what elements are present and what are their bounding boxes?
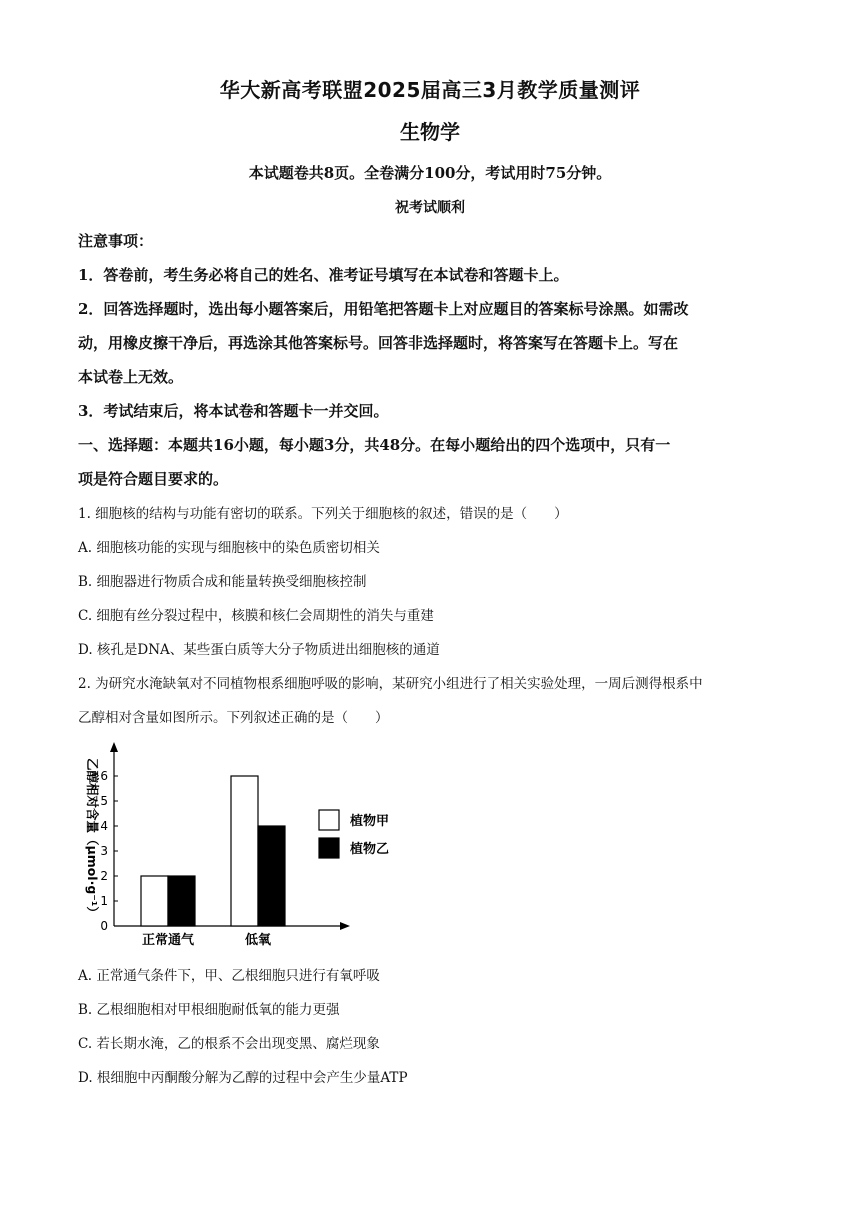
good-luck-text: 祝考试顺利	[395, 200, 465, 216]
ethanol-bar-chart	[78, 738, 390, 950]
y-tick-label: 5	[100, 794, 108, 808]
question-2-stem: 2. 为研究水淹缺氧对不同植物根系细胞呼吸的影响，某研究小组进行了相关实验处理，一周后测得根系中	[78, 676, 703, 692]
question-2-stem: 乙醇相对含量如图所示。下列叙述正确的是（ ）	[78, 710, 389, 726]
y-tick-label: 3	[100, 844, 108, 858]
y-axis-label: 乙醇相对含量（μmol·g⁻¹）	[85, 758, 100, 919]
y-tick-label: 6	[100, 769, 108, 783]
legend-label: 植物乙	[350, 842, 390, 857]
y-tick-label: 4	[100, 819, 108, 833]
x-axis-arrow	[340, 922, 350, 930]
question-1-stem: 1. 细胞核的结构与功能有密切的联系。下列关于细胞核的叙述，错误的是（ ）	[78, 506, 568, 522]
bar	[168, 876, 195, 926]
question-1-option-c: C. 细胞有丝分裂过程中，核膜和核仁会周期性的消失与重建	[78, 608, 434, 624]
y-tick-label: 0	[100, 919, 108, 933]
exam-info: 本试题卷共8页。全卷满分100分，考试用时75分钟。	[248, 164, 612, 182]
bar	[258, 826, 285, 926]
question-2-option-a: A. 正常通气条件下，甲、乙根细胞只进行有氧呼吸	[78, 968, 380, 984]
subject-title: 生物学	[400, 120, 460, 144]
notice-line: 2．回答选择题时，选出每小题答案后，用铅笔把答题卡上对应题目的答案标号涂黑。如需改	[78, 300, 689, 318]
notice-line: 动，用橡皮擦干净后，再选涂其他答案标号。回答非选择题时，将答案写在答题卡上。写在	[78, 334, 679, 352]
y-tick-label: 1	[100, 894, 108, 908]
exam-title: 华大新高考联盟2025届高三3月教学质量测评	[219, 78, 641, 102]
notice-heading: 注意事项：	[78, 232, 154, 250]
y-tick-label: 2	[100, 869, 108, 883]
notice-line: 1．答卷前，考生务必将自己的姓名、准考证号填写在本试卷和答题卡上。	[78, 266, 569, 284]
question-1-option-a: A. 细胞核功能的实现与细胞核中的染色质密切相关	[78, 540, 380, 556]
bar	[231, 776, 258, 926]
section-heading: 项是符合题目要求的。	[78, 470, 229, 488]
question-1-option-d: D. 核孔是DNA、某些蛋白质等大分子物质进出细胞核的通道	[78, 642, 440, 658]
legend-label: 植物甲	[350, 814, 390, 829]
question-1-option-b: B. 细胞器进行物质合成和能量转换受细胞核控制	[78, 574, 367, 590]
x-tick-label: 低氧	[244, 933, 272, 948]
question-2-option-b: B. 乙根细胞相对甲根细胞耐低氧的能力更强	[78, 1002, 340, 1018]
question-2-option-c: C. 若长期水淹，乙的根系不会出现变黑、腐烂现象	[78, 1036, 380, 1052]
notice-line: 本试卷上无效。	[78, 368, 184, 386]
legend-swatch	[319, 838, 339, 858]
section-heading: 一、选择题：本题共16小题，每小题3分，共48分。在每小题给出的四个选项中，只有一	[78, 436, 671, 454]
x-tick-label: 正常通气	[141, 933, 195, 948]
legend-swatch	[319, 810, 339, 830]
question-2-option-d: D. 根细胞中丙酮酸分解为乙醇的过程中会产生少量ATP	[78, 1070, 408, 1086]
bar	[141, 876, 168, 926]
notice-line: 3．考试结束后，将本试卷和答题卡一并交回。	[78, 402, 389, 420]
y-axis-arrow	[110, 742, 118, 752]
